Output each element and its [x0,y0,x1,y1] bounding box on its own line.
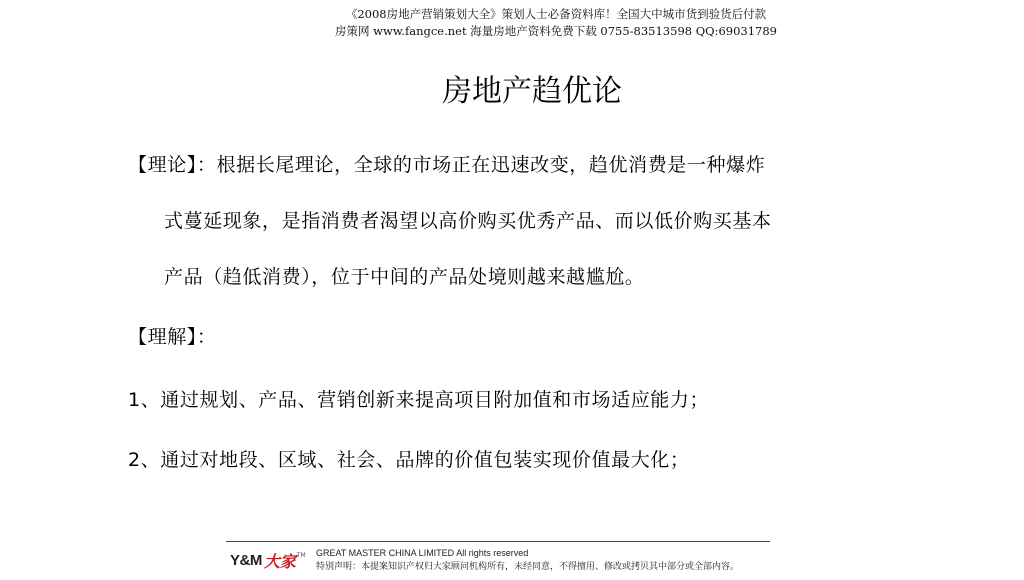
footer-rights: GREAT MASTER CHINA LIMITED All rights reserved [316,548,529,558]
understanding-label: 【理解】： [128,326,217,348]
logo-seal: 大家 [263,551,296,571]
footer-divider [226,541,770,542]
logo-wordmark: Y&M [230,551,262,569]
point-1: 1、通过规划、产品、营销创新来提高项目附加值和市场适应能力； [128,389,710,411]
theory-line-2: 式蔓延现象，是指消费者渴望以高价购买优秀产品、而以低价购买基本 [164,210,772,232]
page-header [0,6,1024,40]
point-2: 2、通过对地段、区域、社会、品牌的价值包装实现价值最大化； [128,449,690,471]
theory-line-3: 产品（趋低消费），位于中间的产品处境则越来越尴尬。 [164,266,645,288]
footer-notice: 特别声明：本提案知识产权归大家顾问机构所有，未经同意，不得擅用、修改或拷贝其中部分或全部内容。 [316,561,740,571]
header-line-1: 《2008房地产营销策划大全》策划人士必备资料库！全国大中城市货到验货后付款 [345,7,767,21]
company-logo [230,548,306,572]
theory-line-1: 【理论】：根据长尾理论，全球的市场正在迅速改变，趋优消费是一种爆炸 [128,154,766,176]
page-title: 房地产趋优论 [442,74,622,109]
logo-trademark: TM [296,551,306,559]
footer-text [316,547,796,573]
header-line-2: 房策网 www.fangce.net 海量房地产资料免费下载 0755-83513598 QQ:69031789 [334,24,777,38]
